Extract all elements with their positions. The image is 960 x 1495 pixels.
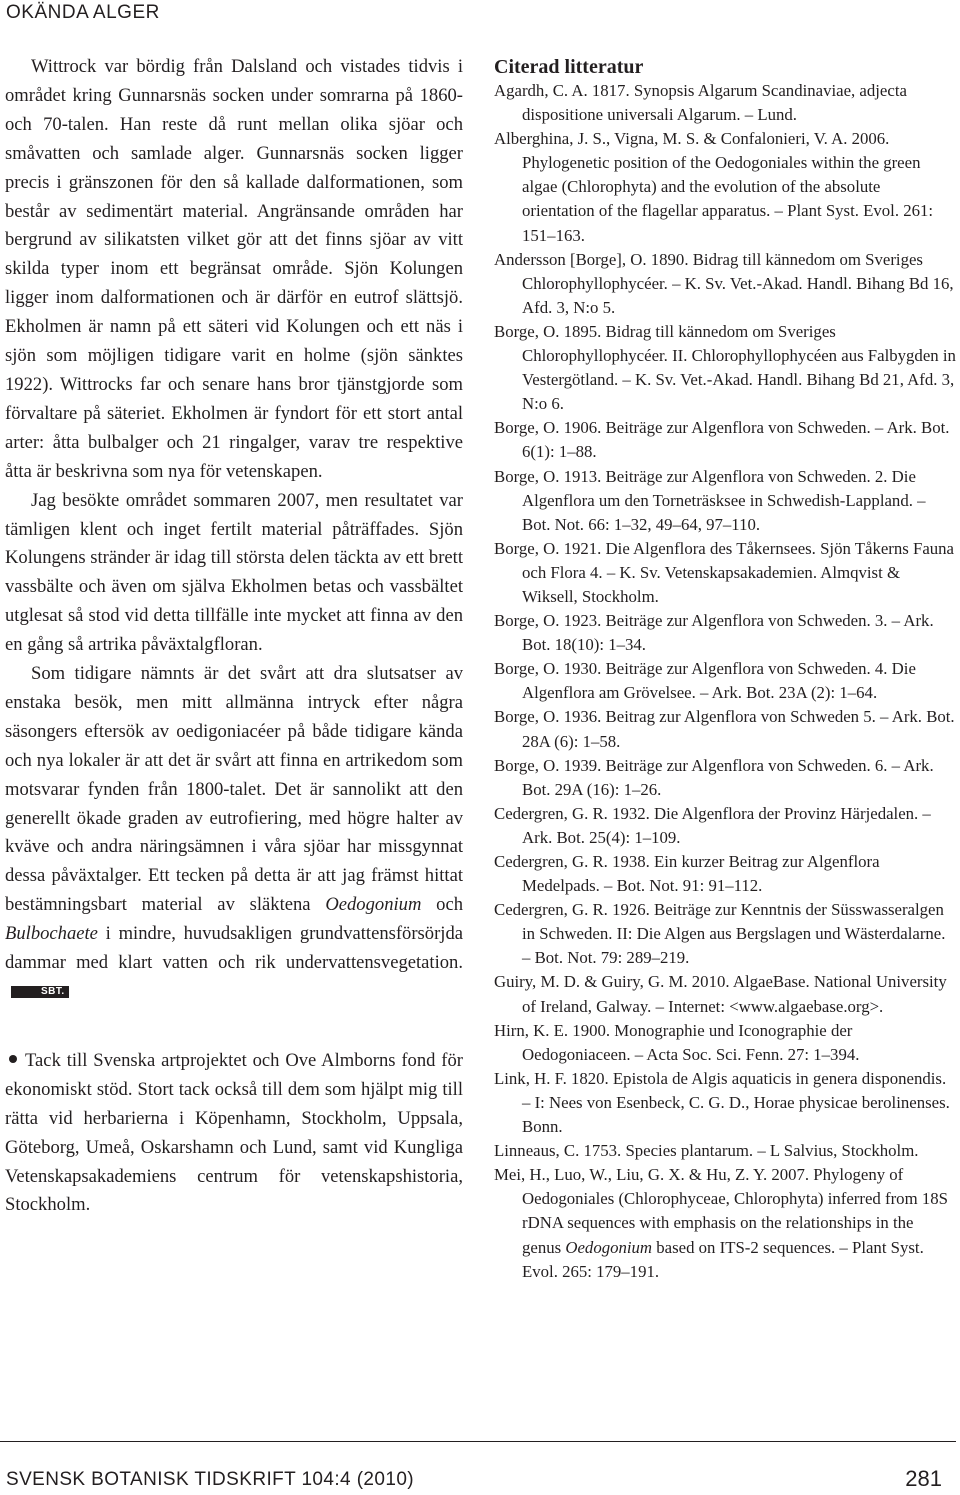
references-heading: Citerad litteratur [494,56,644,78]
reference-entry: Borge, O. 1930. Beiträge zur Algenflora von Schweden. 4. Die Algenflora am Grövelsee. – Ark. Bot. 23A (2): 1–64. [494,659,916,703]
reference-entry: Cedergren, G. R. 1926. Beiträge zur Kenntnis der Süsswasseralgen in Schweden. II: Die Algen aus Bergslagen und Wästerdalarne. – Bot. Not. 79: 289–219. [494,900,946,968]
reference-entry: Borge, O. 1921. Die Algenflora des Tåkernsees. Sjön Tåkerns Fauna och Flora 4. – K. Sv. Vetenskapsakademien. Almqvist & Wiksell, Stockholm. [494,538,954,606]
reference-entry: Borge, O. 1906. Beiträge zur Algenflora von Schweden. – Ark. Bot. 6(1): 1–88. [494,418,950,462]
genus-name: Oedogonium [325,894,422,916]
acknowledgement [5,1047,463,1220]
reference-entry: Alberghina, J. S., Vigna, M. S. & Confalonieri, V. A. 2006. Phylogenetic position of the Oedogoniales within the green algae (Chlorophyta) and the evolution of the absolute orientation of the flagellar apparatus. – Plant Syst. Evol. 261: 151–163. [494,129,934,245]
genus-name: Bulbochaete [5,923,98,945]
reference-entry: Cedergren, G. R. 1932. Die Algenflora der Provinz Härjedalen. – Ark. Bot. 25(4): 1–109. [494,803,931,847]
body-paragraph-conclusion [5,660,463,1007]
main-text-column [5,53,463,1220]
sbt-end-badge: SBT. [11,986,69,998]
paragraph-text: i mindre, huvudsakligen grundvattensförsörjda dammar med klart vatten och rik undervattensvegetation. [5,923,463,974]
reference-entry: Borge, O. 1939. Beiträge zur Algenflora von Schweden. 6. – Ark. Bot. 29A (16): 1–26. [494,755,934,799]
reference-entry: Linneaus, C. 1753. Species plantarum. – L Salvius, Stockholm. [494,1141,919,1161]
paragraph-text: Som tidigare nämnts är det svårt att dra slutsatser av enstaka besök, men mitt allmänna intryck efter några säsongers eftersök av oedigoniacéer på både tidigare kända och nya lokaler är att det är svårt att finna en artrikedom som motsvarar fynden från 1800-talet. Det är sannolikt att den generellt ökade graden av eutrofiering, med högre halter av kväve och andra näringsämnen i våra sjöar har missgynnat dessa påväxtalger. Ett tecken på detta är att jag främst hittat bestämningsbart material av släktena [5,663,463,916]
reference-entry: Link, H. F. 1820. Epistola de Algis aquaticis in genera disponendis. – I: Nees von Esenbeck, C. G. D., Horae physicae berolinenses. Bonn. [494,1068,950,1137]
reference-list [494,79,956,1163]
reference-entry: Borge, O. 1895. Bidrag till kännedom om Sveriges Chlorophyllophycéer. II. Chlorophyllophycéen aus Falbygden in Vestergötland. – K. Sv. Vet.-Akad. Handl. Bihang Bd 21, Afd. 3, N:o 6. [494,321,956,414]
reference-text: Mei, H., Luo, W., Liu, G. X. & Hu, Z. Y. 2007. Phylogeny of Oedogoniales (Chlorophyceae, Chlorophyta) inferred from 18S rDNA sequences with emphasis on the relationships in the genus [494,1165,948,1257]
reference-entry: Borge, O. 1923. Beiträge zur Algenflora von Schweden. 3. – Ark. Bot. 18(10): 1–34. [494,611,934,655]
acknowledgement-text: Tack till Svenska artprojektet och Ove Almborns fond för ekonomiskt stöd. Stort tack också till dem som hjälpt mig till rätta vid herbarierna i Köpenhamn, Stockholm, Uppsala, Göteborg, Umeå, Oskarshamn och Lund, samt vid Kungliga Vetenskapsakademiens centrum för vetenskapshistoria, Stockholm. [5,1049,463,1216]
reference-entry: Borge, O. 1936. Beitrag zur Algenflora von Schweden 5. – Ark. Bot. 28A (6): 1–58. [494,707,955,751]
bullet-icon [9,1055,17,1063]
reference-entry: Borge, O. 1913. Beiträge zur Algenflora von Schweden. 2. Die Algenflora um den Torneträsksee in Schwedish-Lappland. – Bot. Not. 66: 1–32, 49–64, 97–110. [494,466,926,534]
body-paragraph: Wittrock var bördig från Dalsland och vistades tidvis i området kring Gunnarsnäs socken under somrarna på 1860- och 70-talen. Han reste då runt mellan olika sjöar och småvatten och samlade alger. Gunnarsnäs socken ligger precis i gränszonen för den så kallade dalformationen, som består av sedimentärt material. Angränsande områden har bergrund av silikatsten vilket gör att det finns sjöar av vitt skilda typer inom ett begränsat område. Sjön Kolungen ligger inom dalformationen och är därför en eutrof slättsjö. Ekholmen är namn på ett säteri vid Kolungen och ett näs i sjön som möjligen tidigare varit en holme (sjön sänktes 1922). Wittrocks far och senare hans bror tjänstgjorde som förvaltare på säteriet. Ekholmen är fyndort för ett stort antal arter: åtta bulbalger och 21 ringalger, varav tre respektive åtta är beskrivna som nya för vetenskapen. [5,56,463,482]
body-paragraph: Jag besökte området sommaren 2007, men resultatet var tämligen klent och inget fertilt material påträffades. Sjön Kolungens stränder är idag till största delen täckta av ett brett vassbälte och även om själva Ekholmen betas och vassbältet utglesat så stod vid detta tillfälle inte mycket att finna av den en gång så artrika påväxtalgfloran. [5,489,463,656]
page-number: 281 [905,1466,942,1491]
running-head: OKÄNDA ALGER [6,2,160,23]
paragraph-text: och [421,894,464,916]
references-column [494,55,956,1284]
reference-text: based on ITS-2 sequences. – Plant Syst. Evol. 265: 179–191. [522,1237,924,1281]
reference-entry [494,1163,956,1283]
reference-entry: Agardh, C. A. 1817. Synopsis Algarum Scandinaviae, adjecta dispositione universali Algarum. – Lund. [494,81,907,125]
reference-entry: Guiry, M. D. & Guiry, G. M. 2010. AlgaeBase. National University of Ireland, Galway. – Internet: <www.algaebase.org>. [494,972,947,1016]
reference-entry: Hirn, K. E. 1900. Monographie und Iconographie der Oedogoniaceen. – Acta Soc. Sci. Fenn. 27: 1–394. [494,1020,860,1064]
footer-divider [0,1441,956,1442]
reference-entry: Cedergren, G. R. 1938. Ein kurzer Beitrag zur Algenflora Medelpads. – Bot. Not. 91: 91–112. [494,852,880,896]
genus-name: Oedogonium [565,1237,653,1257]
journal-footer: SVENSK BOTANISK TIDSKRIFT 104:4 (2010) [6,1469,415,1490]
reference-entry: Andersson [Borge], O. 1890. Bidrag till kännedom om Sveriges Chlorophyllophycéer. – K. Sv. Vet.-Akad. Handl. Bihang Bd 16, Afd. 3, N:o 5. [494,249,954,317]
